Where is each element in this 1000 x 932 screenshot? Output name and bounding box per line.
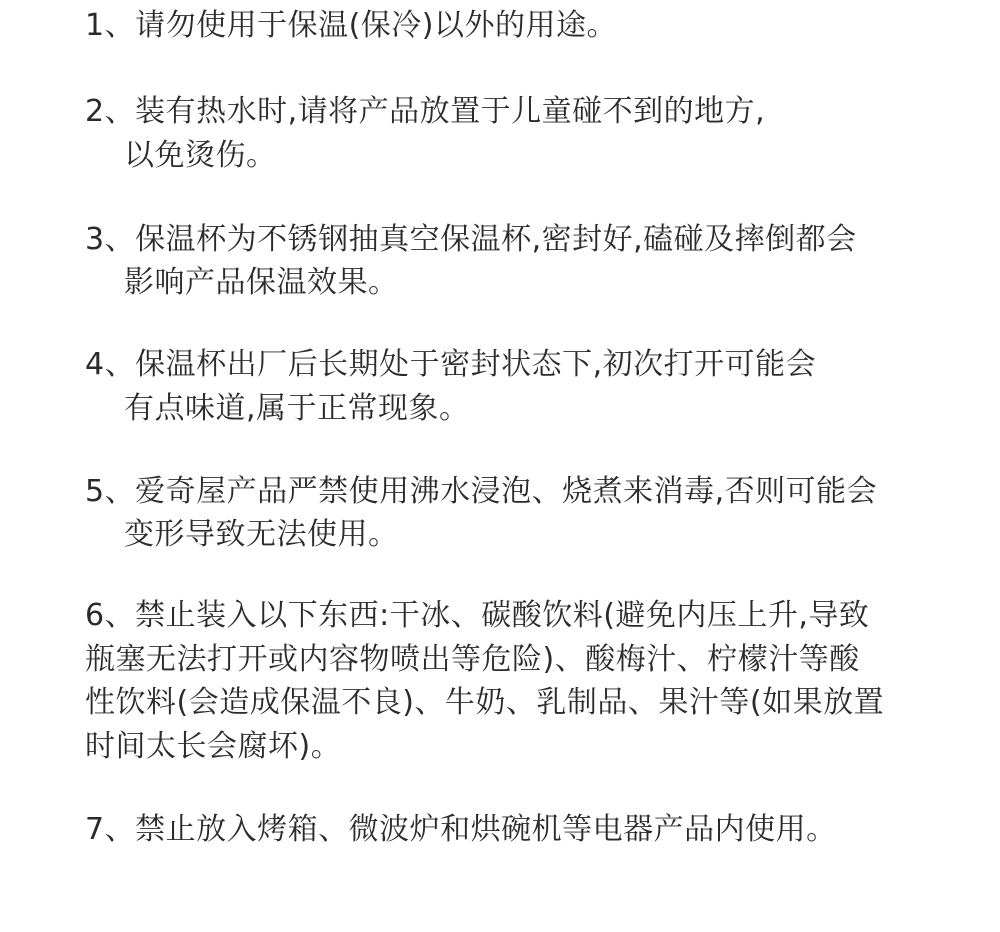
notice-4-line-2: 有点味道,属于正常现象。 (124, 391, 470, 426)
notice-3-line-1: 3、保温杯为不锈钢抽真空保温杯,密封好,磕碰及摔倒都会 (85, 222, 857, 257)
notice-2-line-1: 2、装有热水时,请将产品放置于儿童碰不到的地方, (85, 94, 766, 129)
notice-2-line-2: 以免烫伤。 (124, 138, 277, 173)
notice-6-line-3: 性饮料(会造成保温不良)、牛奶、乳制品、果汁等(如果放置 (85, 685, 885, 720)
notice-5-line-1: 5、爱奇屋产品严禁使用沸水浸泡、烧煮来消毒,否则可能会 (85, 474, 878, 509)
notice-3-line-2: 影响产品保温效果。 (124, 265, 399, 300)
notice-6-line-1: 6、禁止装入以下东西:干冰、碳酸饮料(避免内压上升,导致 (85, 598, 870, 633)
notice-6-line-4: 时间太长会腐坏)。 (85, 729, 342, 764)
notice-7-line-1: 7、禁止放入烤箱、微波炉和烘碗机等电器产品内使用。 (85, 812, 837, 847)
notice-4-line-1: 4、保温杯出厂后长期处于密封状态下,初次打开可能会 (85, 347, 817, 382)
notice-6-line-2: 瓶塞无法打开或内容物喷出等危险)、酸梅汁、柠檬汁等酸 (85, 642, 860, 677)
notice-5-line-2: 变形导致无法使用。 (124, 517, 399, 552)
notice-1-line-1: 1、请勿使用于保温(保冷)以外的用途。 (85, 8, 617, 43)
